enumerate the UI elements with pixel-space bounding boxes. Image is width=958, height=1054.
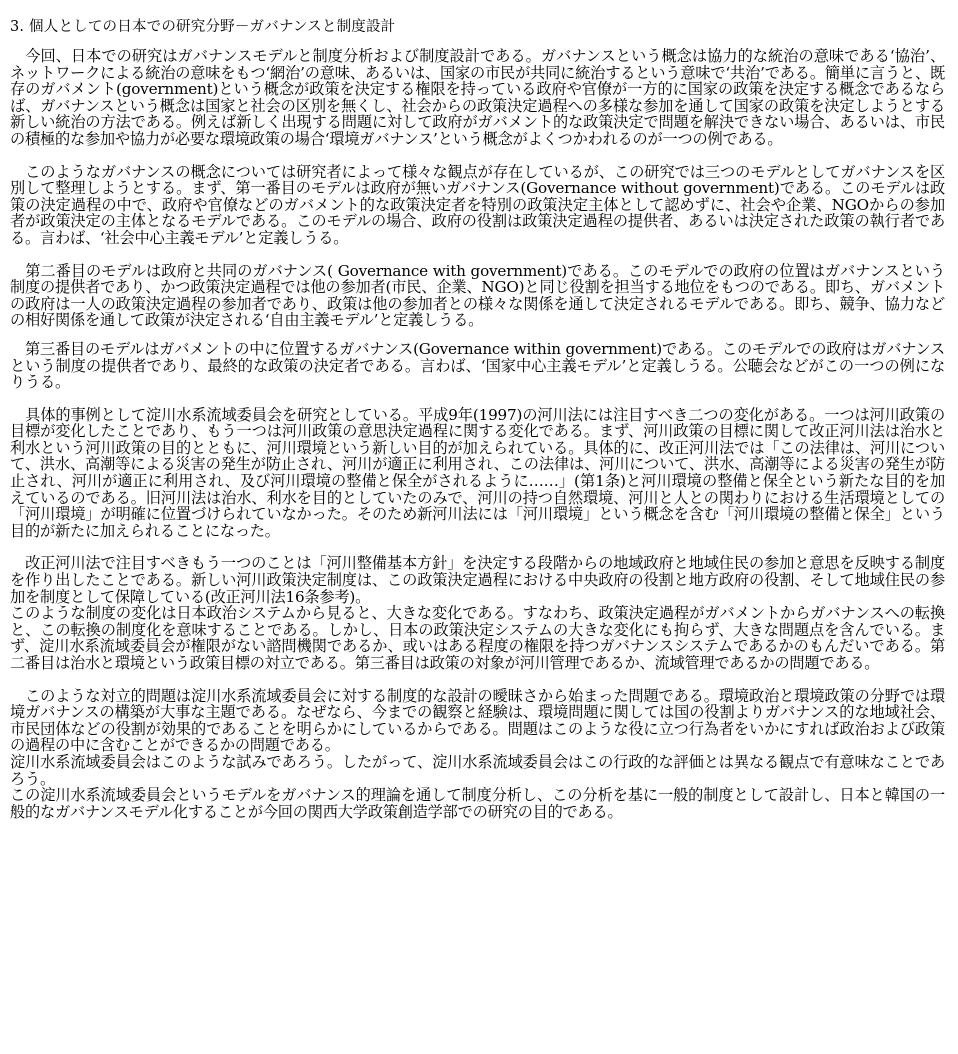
paragraph-gap [10,672,945,688]
paragraph-gap [10,148,945,164]
paragraph-gap [10,391,945,407]
paragraph-first-model: このようなガバナンスの概念については研究者によって様々な観点が存在しているが、この研究では三つのモデルとしてガバナンスを区別して整理しようとする。まず、第一番目のモデルは政府が無いガバナンス(Governance without government)である。このモデルは政策の決定過程の中で、政府や官僚などのガバメント的な政策決定者を特別の政策決定主体として認めずに、社会や企業、NGOからの参加者が政策決定の主体となるモデルである。このモデルの場合、政府の役割は政策決定過程の提供者、あるいは決定された政策の執行者である。言わば、‘社会中心主義モデル’と定義しうる。 [10,162,945,247]
paragraph-governance-concept: 今回、日本での研究はガバナンスモデルと制度分析および制度設計である。ガバナンスという概念は協力的な統治の意味である‘協治’、ネットワークによる統治の意味をもつ‘網治’の意味、あるいは、国家の市民が共同に統治するという意味で‘共治’である。簡単に言うと、既存のガバメント(government)という概念が政策を決定する権限を持っている政府や官僚が一方的に国家の政策を決定する概念であるならば、ガバナンスという概念は国家と社会の区別を無くし、社会からの政策決定過程への多様な参加を通して国家の政策を決定しようとする新しい統治の方法である。例えば新しく出現する問題に対して政府がガバメント的な政策決定で問題を解決できない場合、あるいは、市民の積極的な参加や協力が必要な環境政策の場合‘環境ガバナンス’という概念がよくつかわれるのが一つの例である。 [10,47,945,148]
paragraph-case-study: 具体的事例として淀川水系流域委員会を研究としている。平成9年(1997)の河川法には注目すべき二つの変化がある。一つは河川政策の目標が変化したことであり、もう一つは河川政策の意思決定過程に関する変化である。まず、河川政策の目標に関して改正河川法は治水と利水という河川政策の目的とともに、河川環境という新しい目的が加えられている。具体的に、改正河川法では「この法律は、河川について、洪水、高潮等による災害の発生が防止され、河川が適正に利用され、この法律は、河川について、洪水、高潮等による災害の発生が防止され、河川が適正に利用され、及び河川環境の整備と保全がされるように……」(第1条)と河川環境の整備と保全という新たな目的を加えているのである。旧河川法は治水、利水を目的としていたのみで、河川の持つ自然環境、河川と人との関わりにおける生活環境としての「河川環境」が明確に位置づけられていなかった。そのため新河川法には「河川環境」という概念を含む「河川環境の整備と保全」という目的が新たに加えられることになった。 [10,405,945,540]
section-heading: 3. 個人としての日本での研究分野－ガバナンスと制度設計 [10,19,396,35]
paragraph-committee-attempt: 淀川水系流域委員会はこのような試みであろう。したがって、淀川水系流域委員会はこの行政的な評価とは異なる観点で有意味なことであろう。 [10,752,945,788]
paragraph-conflict-problem: このような対立的問題は淀川水系流域委員会に対する制度的な設計の曖昧さから始まった問題である。環境政治と環境政策の分野では環境ガバナンスの構築が大事な主題である。なぜなら、今までの観察と経験は、環境問題に関しては国の役割よりガバナンス的な地域社会、市民団体などの役割が効果的であることを明らかにしているからである。問題はこのような役に立つ行為者をいかにすれば政治および政策の過程の中に含むことができるかの問題である。 [10,686,945,755]
paragraph-system-change: このような制度の変化は日本政治システムから見ると、大きな変化である。すなわち、政策決定過程がガバメントからガバナンスへの転換と、この転換の制度化を意味することである。しかし、日本の政策決定システムの大きな変化にも拘らず、大きな問題点を含んでいる。まず、淀川水系流域委員会が権限がない諮問機関であるか、或いはある程度の権限を持つガバナンスシステムであるかのもんだいである。第二番目は治水と環境という政策目標の対立である。第三番目は政策の対象が河川管理であるか、流域管理であるかの問題である。 [10,604,945,672]
paragraph-participation: 改正河川法で注目すべきもう一つのことは「河川整備基本方針」を決定する段階からの地域政府と地域住民の参加と意思を反映する制度を作り出したことである。新しい河川政策決定制度は、この政策決定過程における中央政府の役割と地方政府の役割、そして地域住民の参加を制度として保障している(改正河川法16条参考)。 [10,554,945,606]
paragraph-second-model: 第二番目のモデルは政府と共同のガバナンス( Governance with government)である。このモデルでの政府の位置はガバナンスという制度の提供者であり、かつ政策決定過程では他の参加者(市民、企業、NGO)と同じ役割を担当する地位をもつのである。即ち、ガバメントの政府は一人の政策決定過程の参加者であり、政策は他の参加者との様々な関係を通して決定されるモデルである。即ち、競争、協力などの相好関係を通して政策が決定される‘自由主義モデル’と定義しうる。 [10,261,945,330]
paragraph-third-model: 第三番目のモデルはガバメントの中に位置するガバナンス(Governance within government)である。このモデルでの政府はガバナンスという制度の提供者であり、最終的な政策の決定者である。言わば、‘国家中心主義モデル’と定義しうる。公聴会などがこの一つの例になりうる。 [10,339,945,392]
paragraph-research-purpose: この淀川水系流域委員会というモデルをガバナンス的理論を通して制度分析し、この分析を基に一般的制度として設計し、日本と韓国の一般的なガバナンスモデル化することが今回の関西大学政策創造学部での研究の目的である。 [10,786,945,821]
paragraph-gap [10,247,945,263]
paragraph-gap [10,539,945,555]
document-body [10,18,945,820]
